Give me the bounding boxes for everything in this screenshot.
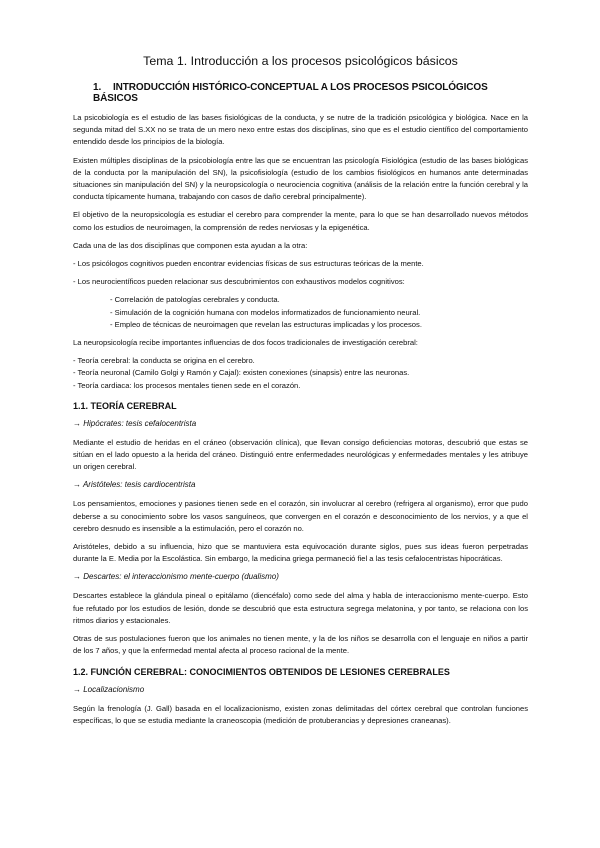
paragraph: Según la frenología (J. Gall) basada en el localizacionismo, existen zonas delimitadas del córtex cerebral que controlan funciones específicas, lo que se estudia mediante la craneoscopia (medición de protuberancias y depresiones craneanas). bbox=[73, 703, 528, 725]
paragraph: Aristóteles, debido a su influencia, hizo que se mantuviera esta equivocación durante siglos, pues sus ideas fueron perpetradas durante la E. Media por la Escolástica. Sin embargo, la medicina griega permaneció fiel a las tesis cefalocentristas hipocráticas. bbox=[73, 542, 528, 564]
arrow-icon: → bbox=[73, 480, 81, 490]
paragraph: Descartes establece la glándula pineal o epitálamo (diencéfalo) como sede del alma y habla de interaccionismo mente-cuerpo. Esto fue refutado por los estudios de lesión, donde se descubrió que esta estructura segrega melatonina, y por tanto, se relaciona con los ritmos diarios y estacionales. bbox=[73, 591, 528, 625]
list-item: - Empleo de técnicas de neuroimagen que revelan las estructuras implicadas y los procesos. bbox=[110, 319, 422, 329]
paragraph: Existen múltiples disciplinas de la psicobiología entre las que se encuentran las psicología Fisiológica (estudio de las bases biológicas de la conducta por la manipulación del SN), la psicofisiología (estudio de los cambios fisiológicos en humanos ante determinadas situaciones sin manipulación del SN) y la neuropsicología o neurociencia cognitiva (análisis de la relación entre la función cerebral y la conducta típicamente humana, trabajando con casos de daño cerebral principalmente). bbox=[73, 155, 528, 202]
arrow-icon: → bbox=[73, 418, 81, 428]
list-item: - Teoría neuronal (Camilo Golgi y Ramón y Cajal): existen conexiones (sinapsis) entre las neuronas. bbox=[73, 368, 410, 378]
arrow-icon: → bbox=[73, 572, 81, 582]
list-item: - Teoría cardiaca: los procesos mentales tienen sede en el corazón. bbox=[73, 380, 301, 390]
section-number: 1. bbox=[93, 82, 102, 93]
arrow-icon: → bbox=[73, 684, 81, 694]
subheading-descartes bbox=[73, 571, 528, 583]
subheading-hipocrates bbox=[73, 418, 528, 430]
subheading-aristoteles bbox=[73, 479, 528, 491]
subheading-text: Hipócrates: tesis cefalocentrista bbox=[83, 418, 197, 428]
section-heading-1-1: 1.1. TEORÍA CEREBRAL bbox=[73, 400, 177, 411]
list-item: - Correlación de patologías cerebrales y conducta. bbox=[110, 295, 280, 305]
paragraph: La psicobiología es el estudio de las bases fisiológicas de la conducta, y se nutre de la tradición psicológica y biológica. Nace en la segunda mitad del S.XX no se trata de un mero nexo entre estas dos disciplinas, sino que es el estudio científico del comportamiento entendido desde los principios de la biología. bbox=[73, 113, 528, 147]
section-heading-text: INTRODUCCIÓN HISTÓRICO-CONCEPTUAL A LOS PROCESOS PSICOLÓGICOS BÁSICOS bbox=[93, 82, 488, 104]
section-heading-1 bbox=[93, 82, 528, 104]
paragraph: - Los psicólogos cognitivos pueden encontrar evidencias físicas de sus estructuras teóricas de la mente. bbox=[73, 259, 424, 269]
paragraph: Mediante el estudio de heridas en el cráneo (observación clínica), que llevan consigo deficiencias motoras, descubrió que estas se sitúan en el lado opuesto a la herida del cráneo. Distinguió entre enfermedades neurológicas y enfermedades mentales y les atribuye un origen cerebral. bbox=[73, 437, 528, 472]
paragraph: El objetivo de la neuropsicología es estudiar el cerebro para comprender la mente, para lo que se han desarrollado nuevos métodos como los estudios de neuroimagen, la comprensión de redes nerviosas y la epigenética. bbox=[73, 210, 528, 232]
list-item: - Teoría cerebral: la conducta se origina en el cerebro. bbox=[73, 356, 255, 366]
cognitive-models-list bbox=[73, 294, 528, 331]
theories-list bbox=[73, 355, 528, 392]
subheading-localizacionismo bbox=[73, 684, 528, 696]
subheading-text: Descartes: el interaccionismo mente-cuerpo (dualismo) bbox=[83, 572, 279, 582]
paragraph: - Los neurocientíficos pueden relacionar sus descubrimientos con exhaustivos modelos cognitivos: bbox=[73, 277, 405, 287]
page-title: Tema 1. Introducción a los procesos psicológicos básicos bbox=[143, 54, 458, 68]
section-heading-1-2: 1.2. FUNCIÓN CEREBRAL: CONOCIMIENTOS OBTENIDOS DE LESIONES CEREBRALES bbox=[73, 666, 450, 677]
document-page bbox=[73, 54, 528, 733]
paragraph: Otras de sus postulaciones fueron que los animales no tienen mente, y la de los niños se desarrolla con el lenguaje en niños a partir de los 7 años, y que la enfermedad mental afecta al proceso racional de la mente. bbox=[73, 634, 528, 656]
paragraph: Los pensamientos, emociones y pasiones tienen sede en el corazón, sin involucrar al cerebro (refrigera al organismo), error que pudo deberse a su conocimiento sobre los vasos sanguíneos, que convergen en el corazón e desconocimiento de los nervios, y a que el cerebro desnudo es insensible a la estimulación, pero el corazón no. bbox=[73, 499, 528, 533]
subheading-text: Localizacionismo bbox=[83, 684, 145, 694]
paragraph: La neuropsicología recibe importantes influencias de dos focos tradicionales de investigación cerebral: bbox=[73, 338, 418, 348]
subheading-text: Aristóteles: tesis cardiocentrista bbox=[82, 480, 196, 490]
paragraph: Cada una de las dos disciplinas que componen esta ayudan a la otra: bbox=[73, 240, 308, 250]
list-item: - Simulación de la cognición humana con modelos informatizados de funcionamiento neural. bbox=[110, 307, 421, 317]
